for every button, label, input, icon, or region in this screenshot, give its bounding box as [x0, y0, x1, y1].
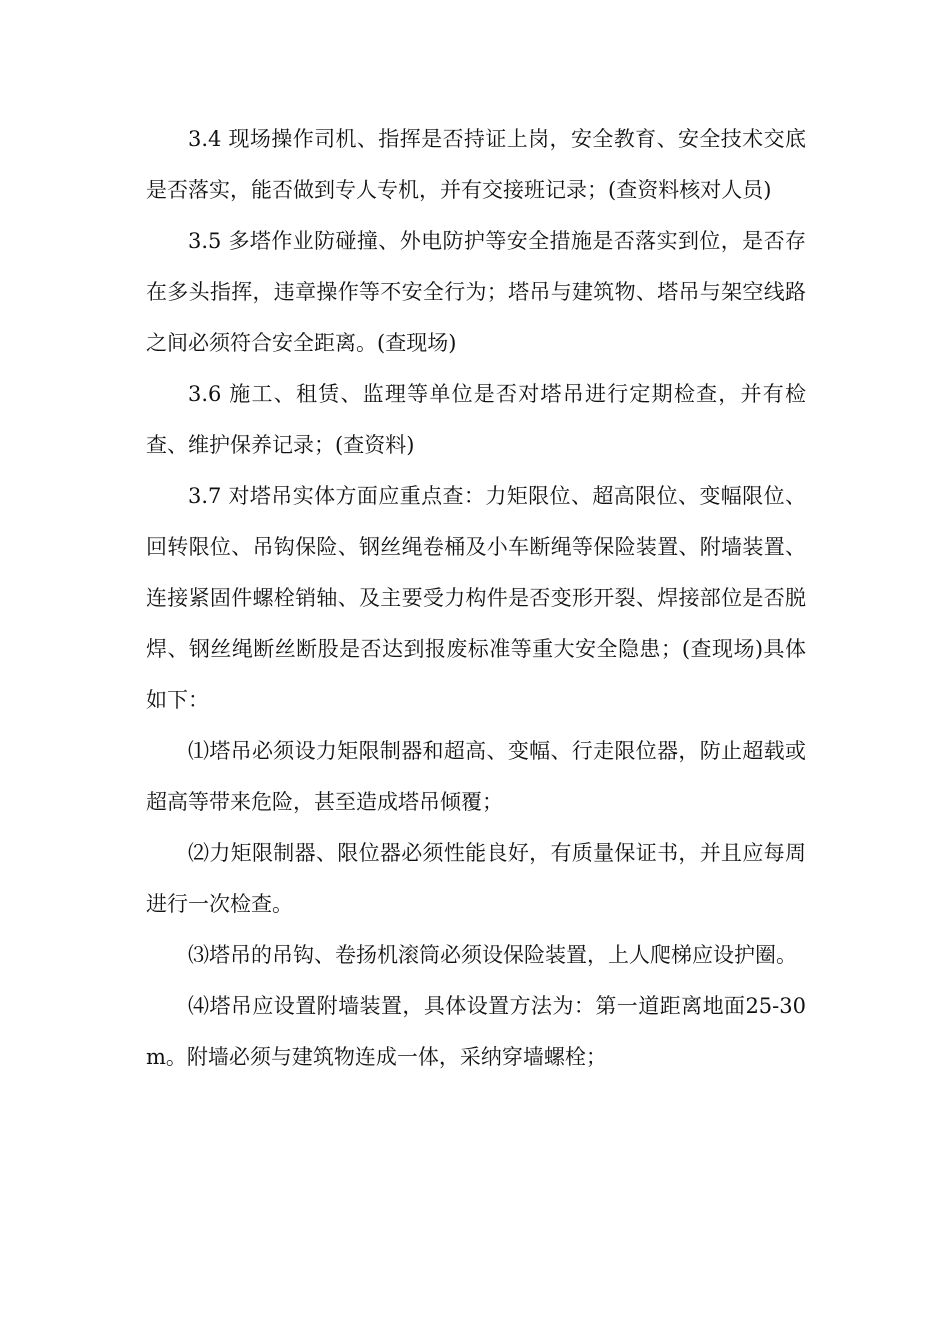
paragraph-3-7: 3.7 对塔吊实体方面应重点查：力矩限位、超高限位、变幅限位、回转限位、吊钩保险、钢丝绳卷桶及小车断绳等保险装置、附墙装置、连接紧固件螺栓销轴、及主要受力构件是否变形开裂、焊接部位是否脱焊、钢丝绳断丝断股是否达到报废标准等重大安全隐患；(查现场)具体如下： [146, 484, 806, 712]
list-item-2: ⑵力矩限制器、限位器必须性能良好，有质量保证书，并且应每周进行一次检查。 [146, 841, 806, 916]
list-item-3: ⑶塔吊的吊钩、卷扬机滚筒必须设保险装置，上人爬梯应设护圈。 [188, 943, 797, 967]
paragraph-3-4: 3.4 现场操作司机、指挥是否持证上岗，安全教育、安全技术交底是否落实，能否做到专人专机，并有交接班记录；(查资料核对人员) [146, 127, 806, 202]
list-item-1: ⑴塔吊必须设力矩限制器和超高、变幅、行走限位器，防止超载或超高等带来危险，甚至造成塔吊倾覆； [146, 739, 806, 814]
paragraph-3-5: 3.5 多塔作业防碰撞、外电防护等安全措施是否落实到位，是否存在多头指挥，违章操作等不安全行为；塔吊与建筑物、塔吊与架空线路之间必须符合安全距离。(查现场) [146, 229, 806, 355]
document-body [146, 114, 806, 1083]
list-item-4: ⑷塔吊应设置附墙装置，具体设置方法为：第一道距离地面25-30m。附墙必须与建筑物连成一体，采纳穿墙螺栓； [146, 994, 806, 1069]
paragraph-3-6: 3.6 施工、租赁、监理等单位是否对塔吊进行定期检查，并有检查、维护保养记录；(查资料) [146, 382, 806, 457]
